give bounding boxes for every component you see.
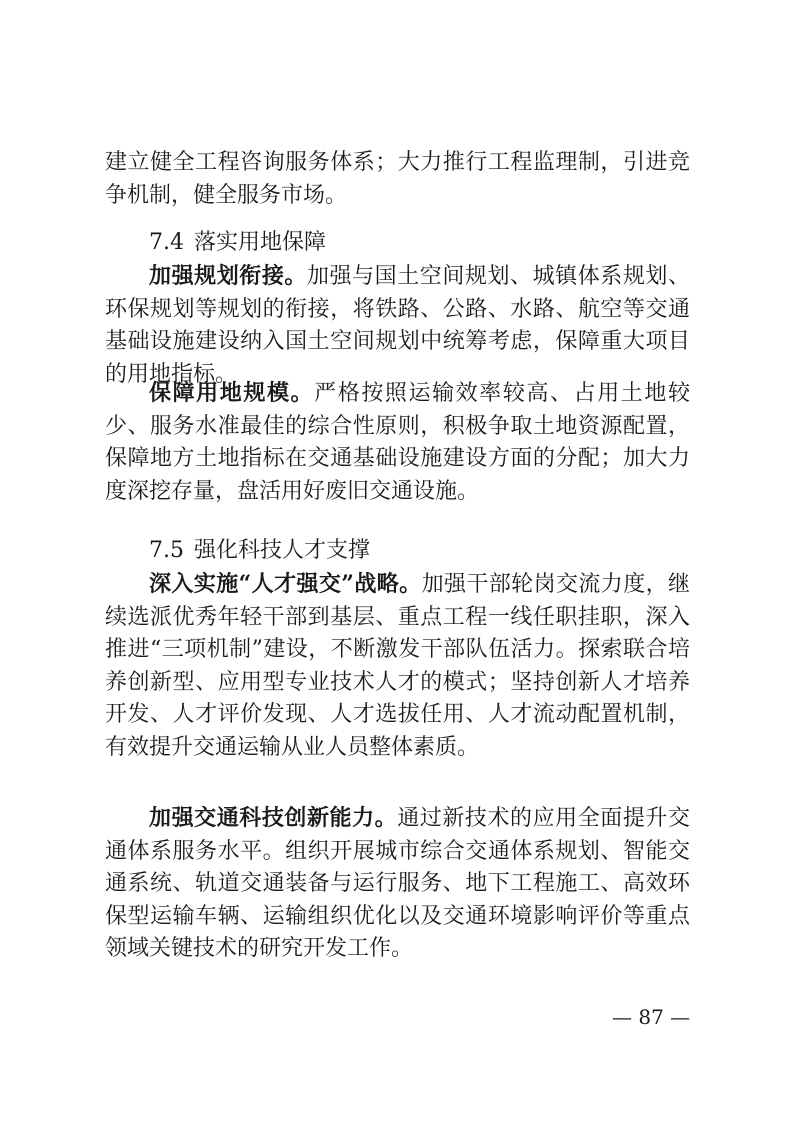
paragraph-lead: 保障用地规模。 [149, 380, 315, 406]
paragraph-land-scale [105, 377, 690, 508]
page-number: — 87 — [612, 1005, 691, 1029]
paragraph-text: 加强干部轮岗交流力度，继续选派优秀年轻干部到基层、重点工程一线任职挂职，深入推进“三项机制”建设，不断激发干部队伍活力。探索联合培养创新型、应用型专业技术人才的模式；坚持创新人才培养开发、人才评价发现、人才选拔任用、人才流动配置机制，有效提升交通运输从业人员整体素质。 [105, 572, 690, 760]
paragraph-talent-strategy [105, 568, 690, 764]
section-title: 落实用地保障 [194, 230, 327, 255]
paragraph-text: 建立健全工程咨询服务体系；大力推行工程监理制，引进竞争机制，健全服务市场。 [105, 150, 690, 208]
section-heading-7-4 [149, 227, 326, 260]
paragraph-tech-innovation [105, 802, 690, 966]
paragraph-text: 加强与国土空间规划、城镇体系规划、环保规划等规划的衔接，将铁路、公路、水路、航空等交通基础设施建设纳入国土空间规划中统筹考虑，保障重大项目的用地指标。 [105, 264, 690, 387]
paragraph-planning-link [105, 260, 690, 391]
paragraph-text: 通过新技术的应用全面提升交通体系服务水平。组织开展城市综合交通体系规划、智能交通系统、轨道交通装备与运行服务、地下工程施工、高效环保型运输车辆、运输组织优化以及交通环境影响评价等重点领域关键技术的研究开发工作。 [105, 806, 690, 961]
paragraph-lead: 加强规划衔接。 [149, 263, 307, 289]
section-number: 7.4 [149, 230, 184, 255]
paragraph-lead: 加强交通科技创新能力。 [149, 805, 398, 831]
section-title: 强化科技人才支撑 [194, 538, 371, 563]
section-heading-7-5 [149, 535, 370, 568]
section-number: 7.5 [149, 538, 184, 563]
paragraph-continued [105, 147, 690, 212]
paragraph-lead: 深入实施“人才强交”战略。 [149, 571, 422, 597]
paragraph-text: 严格按照运输效率较高、占用土地较少、服务水准最佳的综合性原则，积极争取土地资源配置，保障地方土地指标在交通基础设施建设方面的分配；加大力度深挖存量，盘活用好废旧交通设施。 [105, 381, 690, 504]
